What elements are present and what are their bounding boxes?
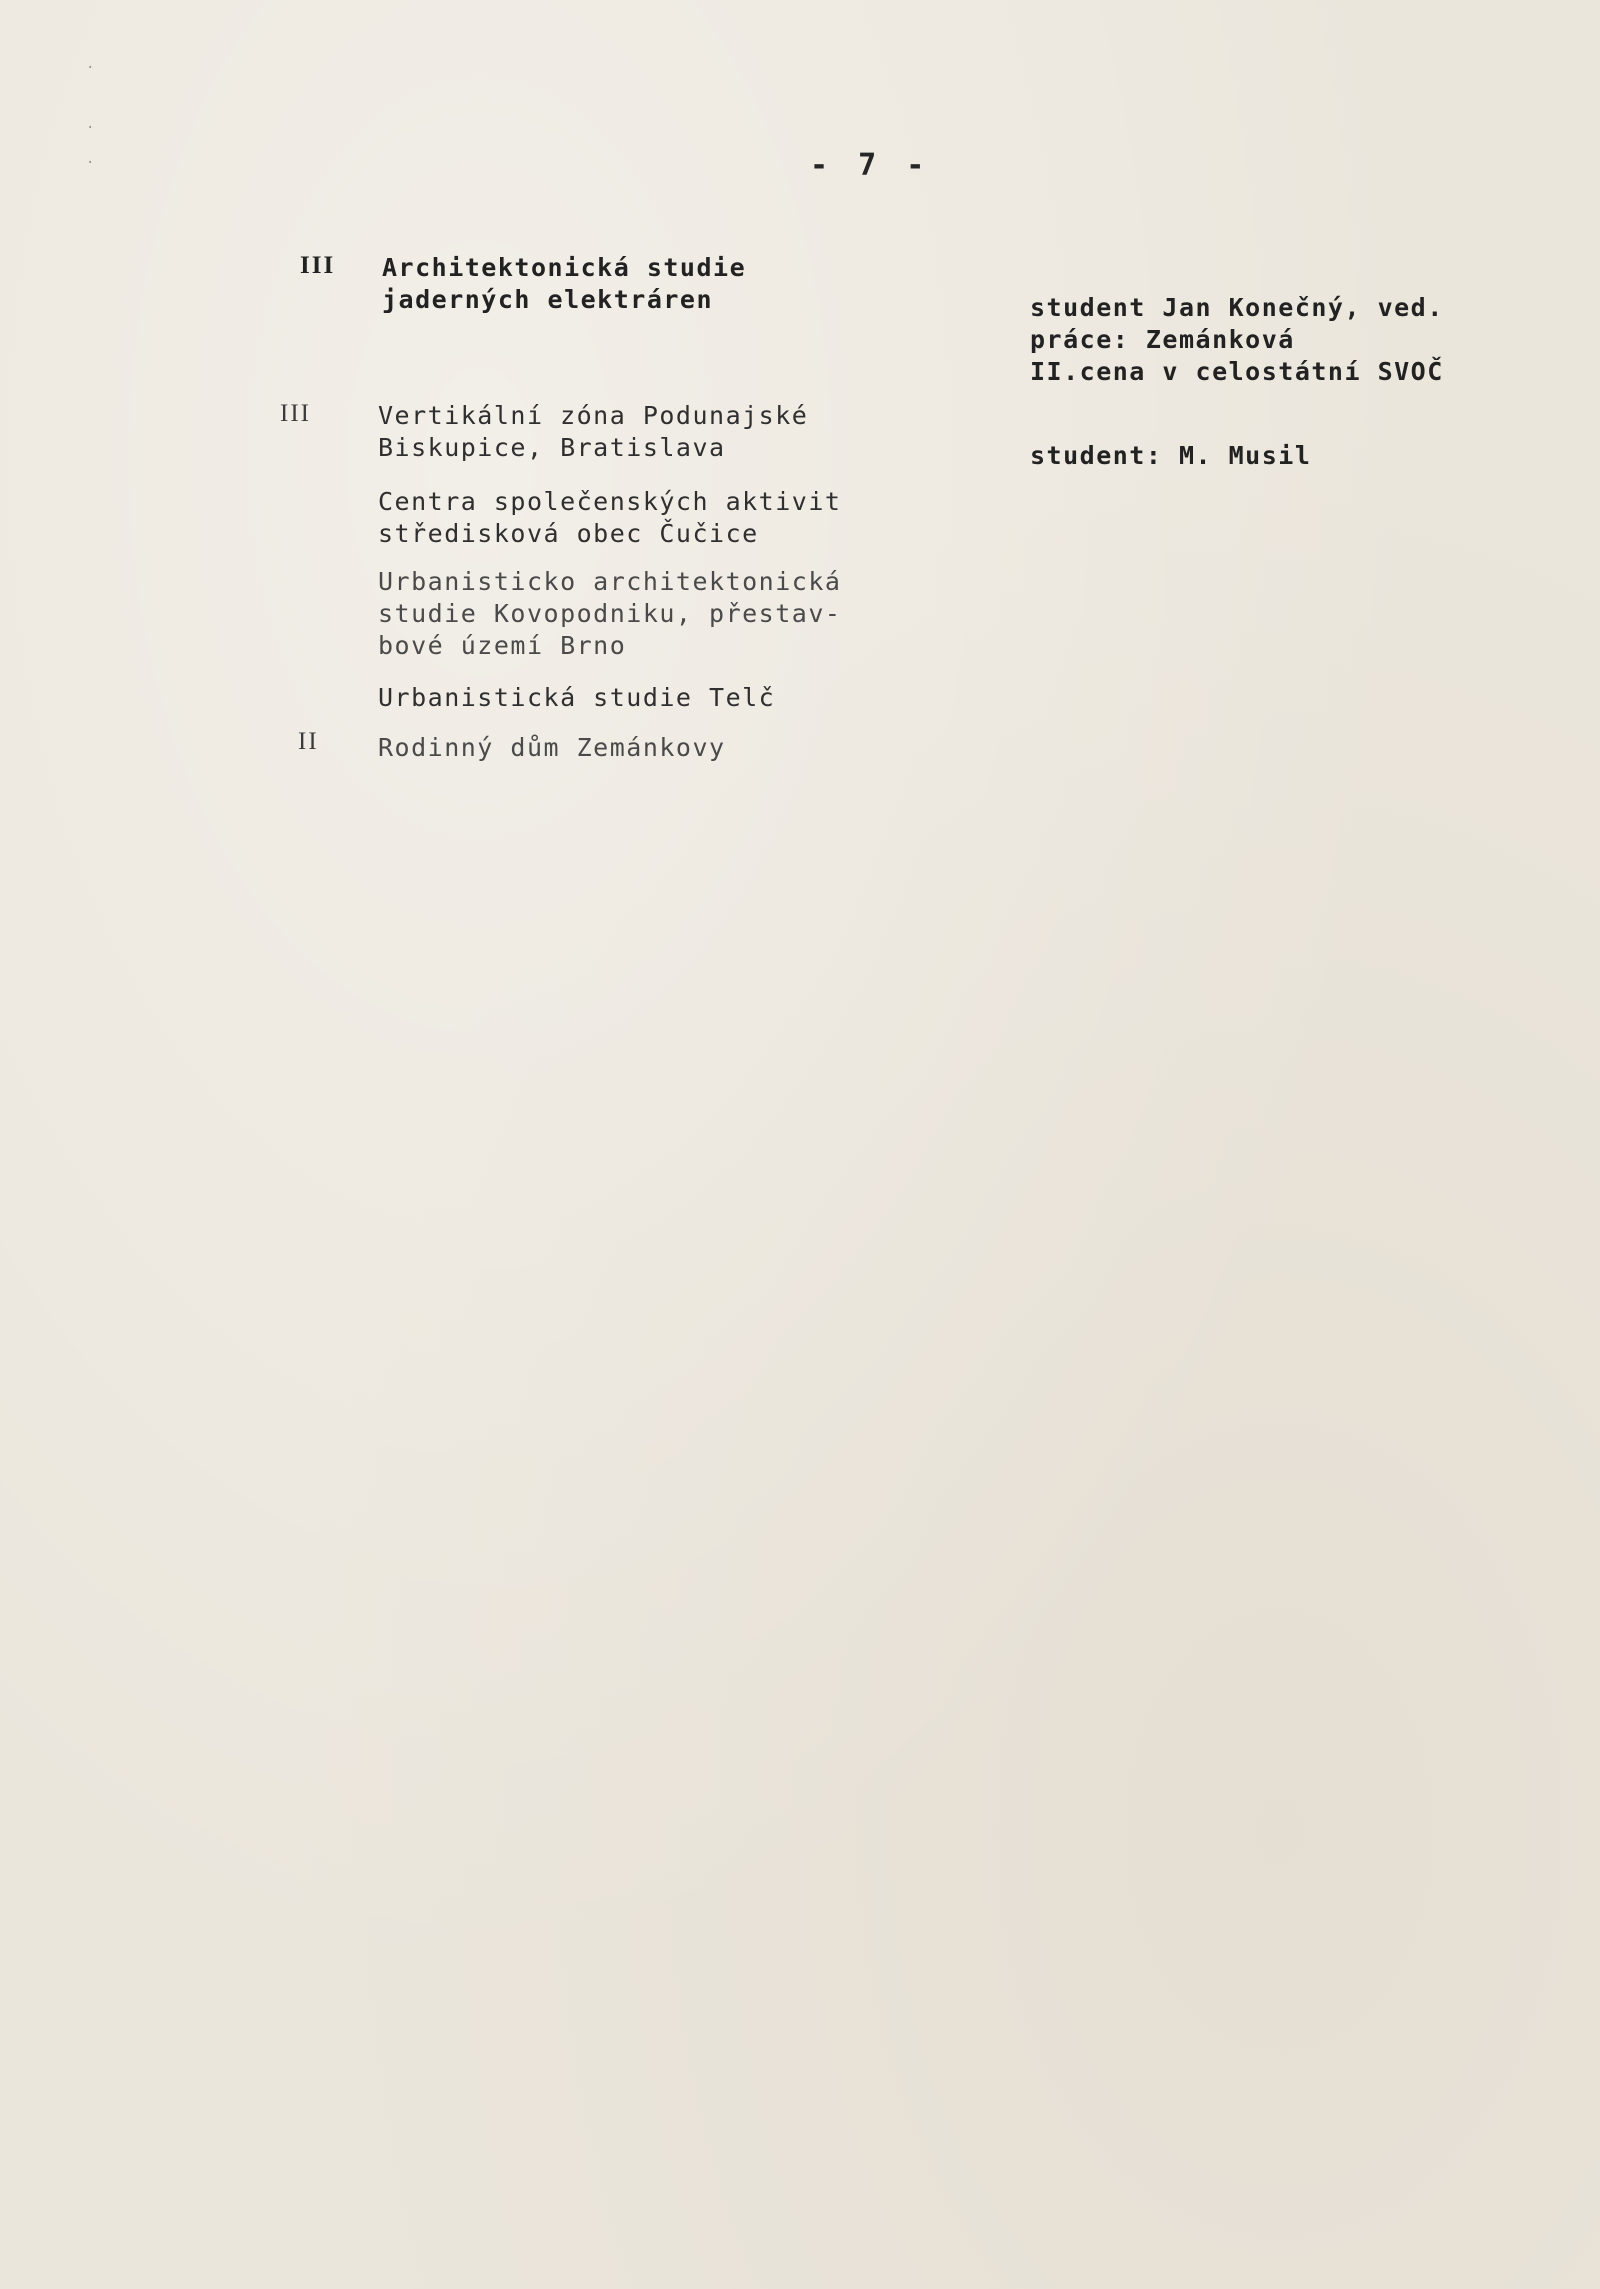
entry-note-line: II.cena v celostátní SVOČ bbox=[1030, 357, 1444, 386]
entry-note-line: student: M. Musil bbox=[1030, 441, 1312, 470]
entry-grade: II bbox=[298, 728, 319, 755]
entry-title-line: Architektonická studie bbox=[382, 253, 747, 282]
page-number: - 7 - bbox=[810, 148, 931, 183]
entry-note bbox=[1030, 440, 1311, 472]
entry-title bbox=[378, 732, 726, 764]
entry-title-line: Rodinný dům Zemánkovy bbox=[378, 733, 726, 762]
entry-title bbox=[382, 252, 746, 316]
entry-title-line: středisková obec Čučice bbox=[378, 519, 759, 548]
entry-grade: III bbox=[280, 400, 311, 427]
entry-title bbox=[378, 682, 775, 714]
entry-title-line: Biskupice, Bratislava bbox=[378, 433, 726, 462]
entry-title-line: studie Kovopodniku, přestav- bbox=[378, 599, 842, 628]
entry-title-line: Centra společenských aktivit bbox=[378, 487, 842, 516]
entry-title bbox=[378, 566, 841, 662]
entry-title bbox=[378, 400, 808, 464]
entry-note bbox=[1030, 292, 1444, 388]
entry-title-line: Urbanistická studie Telč bbox=[378, 683, 776, 712]
entry-grade: III bbox=[300, 252, 336, 279]
entry-note-line: student Jan Konečný, ved. bbox=[1030, 293, 1444, 322]
entry-title-line: Urbanisticko architektonická bbox=[378, 567, 842, 596]
entry-title bbox=[378, 486, 841, 550]
entry-title-line: bové území Brno bbox=[378, 631, 627, 660]
margin-mark: · bbox=[86, 60, 95, 76]
margin-mark: · bbox=[86, 120, 95, 136]
entry-title-line: jaderných elektráren bbox=[382, 285, 714, 314]
entry-title-line: Vertikální zóna Podunajské bbox=[378, 401, 809, 430]
entry-note-line: práce: Zemánková bbox=[1030, 325, 1295, 354]
margin-mark: · bbox=[86, 155, 95, 171]
